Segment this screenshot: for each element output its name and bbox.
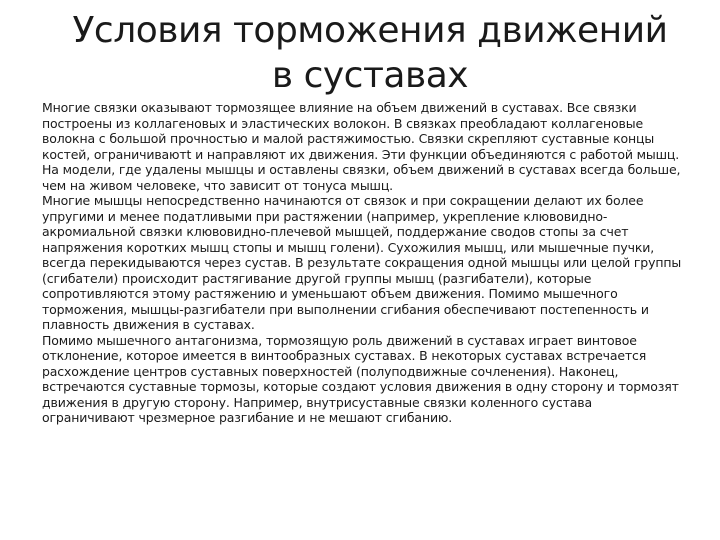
body-text: [42, 100, 682, 426]
paragraph-muscles: Многие мышцы непосредственно начинаются от связок и при сокращении делают их более упругими и менее податливыми при растяжении (например, укрепление клювовидно-акромиальной связки клювовидно-плечевой мышцей, поддержание сводов стопы за счет напряжения коротких мышц стопы и мышц голени). Сухожилия мышц, или мышечные пучки, всегда перекидываются через сустав. В результате сокращения одной мышцы или целой группы (сгибатели) происходит растягивание другой группы мышц (разгибатели), которые сопротивляются этому растяжению и уменьшают объем движения. Помимо мышечного торможения, мышцы-разгибатели при выполнении сгибания обеспечивают постепенность и плавность движения в суставах.: [42, 193, 682, 332]
slide-title: Условия торможения движений в суставах: [72, 10, 668, 96]
paragraph-ligaments: Многие связки оказывают тормозящее влияние на объем движений в суставах. Все связки построены из коллагеновых и эластических волокон. В связках преобладают коллагеновые волокна с большой прочностью и малой растяжимостью. Связки скрепляют суставные концы костей, ограничиваютt и направляют их движения. Эти функции объединяются с работой мышц. На модели, где удалены мышцы и оставлены связки, объем движений в суставах всегда больше, чем на живом человеке, что зависит от тонуса мышц.: [42, 100, 681, 193]
paragraph-antagonism: Помимо мышечного антагонизма, тормозящую роль движений в суставах играет винтовое отклонение, которое имеется в винтообразных суставах. В некоторых суставах встречается расхождение центров суставных поверхностей (полуподвижные сочленения). Наконец, встречаются суставные тормозы, которые создают условия движения в одну сторону и тормозят движения в другую сторону. Например, внутрисуставные связки коленного сустава ограничивают чрезмерное разгибание и не мешают сгибанию.: [42, 332, 679, 425]
